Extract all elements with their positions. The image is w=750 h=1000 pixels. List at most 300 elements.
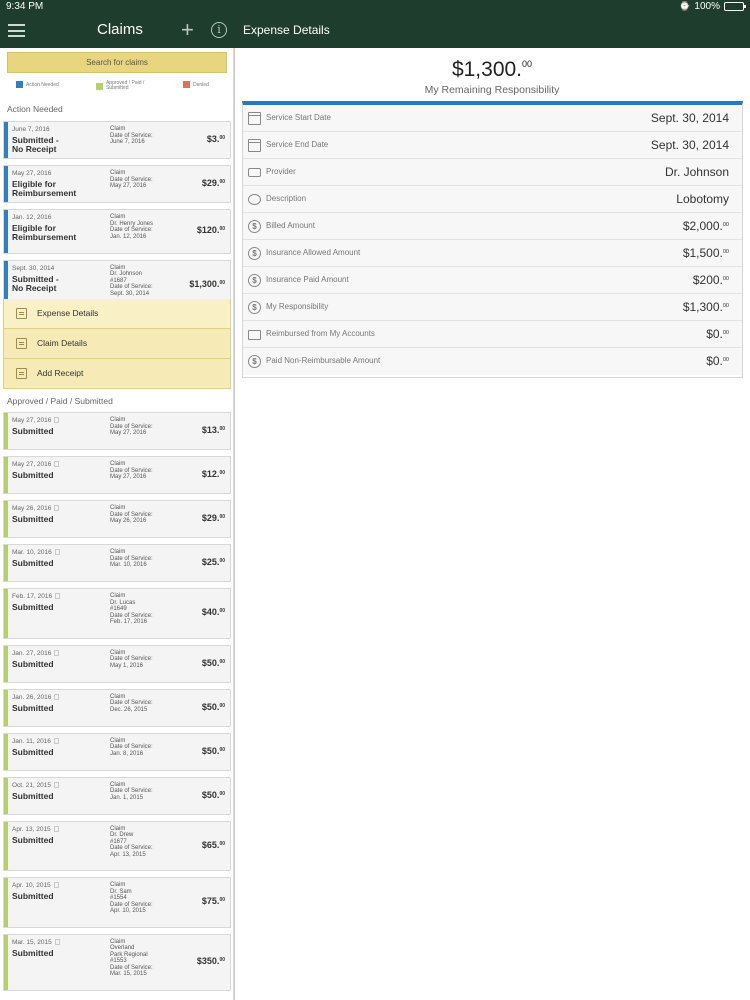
claim-info-line: Date of Service:: [110, 132, 153, 139]
claim-info-line: Dr. Lucas: [110, 599, 136, 606]
claim-date: [12, 505, 59, 512]
document-icon: [54, 882, 59, 888]
claim-date: [12, 126, 50, 133]
claim-amount: [189, 279, 225, 289]
claim-status-stripe: [4, 413, 8, 449]
claim-amount: [202, 557, 225, 567]
claim-status: [12, 836, 54, 845]
claim-date: [12, 265, 54, 272]
claim-status: [12, 559, 54, 568]
claim-status-line: Submitted: [12, 658, 54, 669]
claim-info-line: Apr. 13, 2015: [110, 851, 146, 858]
receipt-icon: [16, 368, 27, 379]
claim-card[interactable]: [3, 645, 231, 683]
dollar-coin-icon: $: [248, 274, 261, 287]
claim-status-stripe: [4, 210, 8, 253]
status-bar: [0, 0, 750, 14]
claim-date-text: Mar. 10, 2016: [12, 549, 52, 556]
legend-swatch: [183, 81, 190, 88]
claim-date: [12, 826, 59, 833]
claim-info-line: Date of Service:: [110, 845, 153, 851]
claim-icon: [16, 338, 27, 349]
claim-card[interactable]: [3, 588, 231, 639]
detail-row: [243, 132, 742, 159]
expense-icon: [16, 308, 27, 319]
menu-icon[interactable]: [8, 24, 25, 37]
claim-info-line: Date of Service:: [110, 284, 153, 290]
claim-info-line: Date of Service:: [110, 176, 153, 183]
detail-value-cents: 00: [722, 249, 729, 255]
claim-amount: [202, 658, 225, 668]
claim-amount-value: $50.: [201, 745, 220, 756]
claim-status: [12, 949, 54, 958]
detail-label: Paid Non-Reimbursable Amount: [266, 356, 381, 365]
claim-info-line: Claim: [110, 264, 126, 271]
claim-status-stripe: [4, 589, 8, 638]
detail-label: Insurance Allowed Amount: [266, 248, 361, 257]
claim-amount-cents: 00: [219, 179, 225, 185]
claim-info: [110, 650, 153, 670]
claim-status-line: Submitted: [12, 702, 54, 713]
claim-amount-value: $12.: [201, 469, 220, 479]
claim-amount-cents: 00: [219, 702, 225, 709]
claim-info-line: Date of Service:: [110, 656, 153, 662]
claim-amount-cents: 00: [219, 840, 225, 847]
detail-value-text: Sept. 30, 2014: [650, 138, 729, 152]
detail-value: [651, 138, 729, 152]
claim-info-line: #1554: [110, 895, 127, 901]
claim-info-line: #1677: [110, 838, 127, 845]
detail-value-text: Dr. Johnson: [664, 165, 729, 179]
submenu-claim-details[interactable]: [3, 329, 231, 359]
claim-amount-value: $13.: [201, 425, 220, 435]
claim-status-stripe: [4, 457, 8, 493]
claim-date: [12, 214, 51, 221]
document-icon: [54, 782, 59, 788]
claim-card[interactable]: [3, 412, 231, 450]
claim-info-line: June 7, 2016: [110, 139, 145, 145]
claim-amount-value: $29.: [201, 178, 220, 188]
claim-status-line: Submitted: [12, 558, 54, 568]
claim-date: [12, 549, 60, 556]
claim-amount: [197, 225, 225, 235]
detail-row: [243, 213, 742, 240]
claim-amount-cents: 00: [219, 957, 225, 963]
detail-value-text: Lobotomy: [676, 192, 729, 206]
claim-date-text: Apr. 10, 2015: [12, 882, 51, 889]
detail-value-cents: 00: [722, 330, 729, 336]
submenu-expense-details[interactable]: [3, 299, 231, 329]
claim-status-line: Submitted: [12, 514, 54, 524]
claim-amount-cents: 00: [219, 658, 225, 665]
claim-date-text: Oct. 21, 2015: [12, 781, 52, 789]
detail-value-text: $200.: [692, 273, 723, 287]
claim-info-line: Date of Service:: [110, 612, 153, 619]
claim-date: [12, 461, 59, 468]
claim-info: [110, 265, 153, 298]
detail-value: [676, 192, 729, 206]
claim-amount: [202, 607, 225, 617]
claim-card[interactable]: [3, 733, 231, 771]
claim-card[interactable]: [3, 121, 231, 159]
claim-date-text: Jan. 26, 2016: [12, 693, 52, 701]
claim-amount-cents: 00: [219, 897, 225, 904]
claim-amount-cents: 00: [219, 514, 225, 520]
claim-info-line: May 26, 2016: [110, 518, 147, 524]
claim-status-stripe: [4, 646, 8, 682]
claim-info-line: May 27, 2016: [110, 430, 147, 436]
document-icon: [54, 694, 59, 700]
legend-swatch: [96, 83, 103, 90]
claim-status: [12, 427, 54, 436]
claim-card[interactable]: [3, 165, 231, 203]
claim-info-line: Jan. 8, 2016: [110, 750, 144, 757]
claim-info-line: Claim: [110, 649, 126, 656]
claim-status-stripe: [4, 545, 8, 581]
claim-status-line: Submitted -: [12, 273, 59, 284]
claim-status-line: No Receipt: [12, 282, 57, 293]
claim-date-text: May 27, 2016: [12, 461, 52, 468]
detail-row: [243, 348, 742, 375]
claim-amount-cents: 00: [219, 135, 225, 141]
claim-status-stripe: [4, 878, 8, 927]
claim-amount-cents: 00: [219, 558, 225, 564]
detail-value: [683, 300, 729, 314]
claim-date-text: Mar. 15, 2015: [12, 938, 52, 946]
claim-card[interactable]: [3, 500, 231, 538]
pane-divider: [234, 48, 235, 1000]
detail-value-text: $2,000.: [682, 219, 723, 233]
claim-status: [12, 704, 54, 713]
detail-label: Service End Date: [266, 140, 329, 149]
claim-info-line: #1649: [110, 606, 127, 612]
expense-details-table: [242, 101, 743, 378]
claim-status: [12, 515, 54, 524]
detail-value: [683, 219, 729, 233]
claim-date-text: Apr. 13, 2015: [12, 825, 51, 833]
claim-date-text: Jan. 11, 2016: [12, 737, 51, 745]
speech-bubble-icon: [248, 194, 261, 205]
detail-label: Insurance Paid Amount: [266, 275, 349, 284]
claim-status-stripe: [4, 690, 8, 726]
claim-date-text: June 7, 2016: [12, 126, 50, 133]
calendar-icon: [248, 112, 261, 125]
claim-status-line: Submitted: [12, 790, 54, 801]
claim-info: [110, 170, 153, 190]
legend-denied: Denied: [183, 81, 209, 88]
claim-status: [12, 660, 54, 669]
claim-info-line: Mar. 10, 2016: [110, 562, 147, 568]
detail-value-text: $1,300.: [682, 300, 723, 314]
claim-card[interactable]: [3, 934, 231, 991]
claim-status: [12, 180, 76, 198]
detail-label: Provider: [266, 167, 296, 176]
claim-info-line: May 27, 2016: [110, 183, 147, 189]
claim-info-line: Claim: [110, 417, 126, 423]
detail-label: Billed Amount: [266, 221, 315, 230]
claim-status-line: Reimbursement: [12, 188, 77, 198]
claim-amount-value: $50.: [201, 657, 220, 668]
remaining-responsibility-amount: $1,300.00: [451, 58, 533, 81]
claim-amount-value: $40.: [201, 607, 220, 618]
detail-value: [693, 273, 729, 287]
claim-info-line: Claim: [110, 126, 126, 132]
detail-value: [706, 354, 729, 368]
claim-info-line: Date of Service:: [110, 700, 153, 706]
claim-info-line: Date of Service:: [110, 511, 153, 518]
claim-info-line: Claim: [110, 882, 126, 888]
claim-status-line: Eligible for: [12, 179, 56, 189]
claim-date-text: Jan. 27, 2016: [12, 649, 52, 657]
card-icon: [248, 168, 261, 177]
document-icon: [54, 650, 59, 656]
claim-status-line: Submitted: [12, 470, 54, 480]
claim-card[interactable]: [3, 209, 231, 254]
document-icon: [55, 593, 60, 599]
claim-amount-value: $50.: [201, 701, 220, 712]
claim-status: [12, 471, 54, 480]
claim-info-line: #1553: [110, 958, 127, 964]
claim-status-line: Submitted: [12, 746, 54, 757]
calendar-icon: [248, 139, 261, 152]
claim-status: [12, 603, 54, 612]
detail-value-cents: 00: [722, 222, 729, 228]
claims-title: Claims: [97, 21, 143, 38]
claim-card[interactable]: [3, 689, 231, 727]
claim-amount-value: $75.: [201, 896, 220, 907]
claim-info-line: Date of Service:: [110, 744, 153, 750]
claim-date: [12, 939, 60, 946]
claim-info-line: Jan. 12, 2016: [110, 233, 147, 240]
submenu-add-receipt[interactable]: [3, 359, 231, 389]
claim-status: [12, 892, 54, 901]
claim-info-line: Claim: [110, 593, 126, 599]
claim-info-line: Date of Service:: [110, 901, 153, 908]
detail-row: [243, 267, 742, 294]
legend-approved: Approved / Paid / Submitted: [96, 81, 168, 91]
detail-value-text: $0.: [706, 327, 723, 341]
claim-info-line: Claim: [110, 549, 126, 555]
detail-label: My Responsibility: [266, 302, 329, 311]
submenu-label: Expense Details: [37, 308, 99, 318]
claim-info: [110, 505, 153, 525]
remaining-responsibility-label: My Remaining Responsibility: [424, 84, 560, 96]
claim-date: [12, 694, 59, 701]
claim-status-line: Submitted: [12, 426, 54, 436]
claim-info-line: Mar. 15, 2015: [110, 971, 147, 977]
claim-card[interactable]: [3, 821, 231, 872]
claim-amount-value: $25.: [201, 557, 220, 567]
claim-date-text: May 27, 2016: [12, 417, 52, 424]
claim-info-line: Claim: [110, 825, 126, 832]
detail-value-cents: 00: [722, 303, 729, 309]
battery-indicator: [679, 1, 744, 12]
claim-info-line: Apr. 10, 2015: [110, 908, 146, 914]
claim-info: [110, 461, 153, 481]
detail-row: [243, 186, 742, 213]
claim-status: [12, 748, 54, 757]
claim-amount: [202, 746, 225, 756]
claim-status: [12, 224, 76, 242]
claim-info-line: Date of Service:: [110, 555, 153, 562]
claim-status-line: No Receipt: [12, 144, 57, 154]
claim-status: [12, 792, 54, 801]
claim-info-line: Dr. Johnson: [110, 271, 143, 277]
search-claims-button[interactable]: Search for claims: [7, 52, 227, 73]
claims-list-pane: [0, 48, 234, 1000]
claim-info-line: Date of Service:: [110, 227, 153, 233]
claim-amount-value: $1,300.: [189, 279, 220, 289]
claim-info-line: Date of Service:: [110, 964, 153, 971]
claim-amount: [202, 513, 225, 523]
claim-amount: [207, 134, 225, 144]
claim-info: [110, 738, 153, 758]
claim-amount: [202, 896, 225, 906]
status-legend: [16, 81, 226, 95]
document-icon: [54, 461, 59, 467]
document-icon: [55, 549, 60, 555]
claim-info: [110, 882, 153, 915]
claim-info-line: Park Regional: [110, 951, 148, 958]
battery-icon: [724, 2, 744, 11]
claim-amount-value: $29.: [201, 513, 220, 523]
claim-status: [12, 136, 59, 154]
claim-status-stripe: [4, 501, 8, 537]
battery-percent: 100%: [694, 1, 720, 12]
detail-label: Service Start Date: [266, 113, 331, 122]
detail-value: [683, 246, 729, 260]
claim-info: [110, 593, 153, 626]
claim-status-line: Submitted -: [12, 135, 59, 145]
wifi-icon: ⌚: [679, 1, 691, 11]
claim-status-line: Reimbursement: [12, 232, 77, 242]
claim-info-line: Claim: [110, 693, 126, 700]
submenu-label: Add Receipt: [37, 368, 84, 378]
claim-amount: [202, 178, 225, 188]
claim-date-text: Feb. 17, 2016: [12, 593, 53, 600]
claim-amount: [202, 702, 225, 712]
claim-info-line: May 1, 2016: [110, 662, 144, 669]
document-icon: [54, 738, 59, 744]
claim-card[interactable]: [3, 777, 231, 815]
claim-info: [110, 782, 153, 802]
detail-row: [243, 105, 742, 132]
detail-value-cents: 00: [722, 276, 729, 282]
detail-value: [665, 165, 729, 179]
dollar-coin-icon: $: [248, 247, 261, 260]
claim-info-line: Date of Service:: [110, 423, 153, 430]
detail-row: [243, 240, 742, 267]
claim-date: [12, 882, 59, 889]
claim-info-line: Dec. 26, 2015: [110, 706, 148, 713]
detail-row: [243, 159, 742, 186]
detail-row: [243, 294, 742, 321]
claim-status-line: Submitted: [12, 834, 54, 845]
claim-info: [110, 939, 153, 978]
claim-info-line: Date of Service:: [110, 788, 153, 794]
claim-info: [110, 549, 153, 569]
claim-date: [12, 170, 51, 177]
claim-status-line: Submitted: [12, 947, 54, 958]
claim-status-stripe: [4, 935, 8, 990]
legend-action-needed: Action Needed: [16, 81, 59, 88]
claim-info-line: Dr. Henry Jones: [110, 220, 154, 227]
add-claim-icon[interactable]: +: [181, 17, 194, 42]
claim-amount: [197, 956, 225, 966]
claim-info: [110, 126, 153, 146]
claim-info-line: May 27, 2016: [110, 474, 147, 480]
claim-info-line: Sept. 30, 2014: [110, 290, 150, 297]
claim-info-line: Claim: [110, 781, 126, 788]
claim-info-line: Date of Service:: [110, 467, 153, 474]
claim-card[interactable]: [3, 544, 231, 582]
expense-details-title: Expense Details: [243, 23, 330, 37]
info-icon[interactable]: i: [211, 22, 227, 38]
section-approved: Approved / Paid / Submitted: [7, 396, 113, 406]
detail-value-text: $0.: [706, 354, 723, 368]
claim-info-line: Feb. 17, 2016: [110, 619, 148, 625]
claim-amount: [202, 840, 225, 850]
claim-amount: [202, 469, 225, 479]
submenu-label: Claim Details: [37, 338, 88, 348]
claim-info: [110, 214, 153, 240]
claim-amount-cents: 00: [219, 790, 225, 797]
claim-info-line: Claim: [110, 737, 126, 744]
claim-amount-cents: 00: [219, 226, 225, 233]
status-time: 9:34 PM: [6, 1, 44, 12]
claim-status-line: Eligible for: [12, 223, 56, 233]
detail-label: Reimbursed from My Accounts: [266, 329, 375, 338]
section-action-needed: Action Needed: [7, 104, 63, 114]
claim-amount-cents: 00: [219, 426, 225, 432]
claim-status-stripe: [4, 122, 8, 158]
claim-info-line: Claim: [110, 505, 126, 511]
claim-amount-value: $3.: [206, 134, 220, 144]
detail-value-text: $1,500.: [682, 246, 723, 260]
detail-value-cents: 00: [722, 357, 729, 363]
legend-swatch: [16, 81, 23, 88]
claim-status-stripe: [4, 822, 8, 871]
claim-card[interactable]: [3, 456, 231, 494]
claim-card[interactable]: [3, 877, 231, 928]
document-icon: [55, 939, 60, 945]
claim-info-line: Claim: [110, 170, 126, 176]
claim-info-line: Overland: [110, 945, 135, 951]
claim-date-text: May 26, 2016: [12, 505, 52, 512]
claim-info-line: Claim: [110, 461, 126, 467]
detail-value: [706, 327, 729, 341]
claim-status-line: Submitted: [12, 891, 54, 901]
claim-info-line: Claim: [110, 214, 126, 220]
detail-value: [651, 111, 729, 125]
dollar-coin-icon: $: [248, 355, 261, 368]
claim-amount-cents: 00: [219, 746, 225, 753]
claim-status-stripe: [4, 734, 8, 770]
navigation-bar: [0, 14, 750, 48]
document-icon: [54, 826, 59, 832]
claim-info-line: Claim: [110, 938, 126, 945]
document-icon: [54, 417, 59, 423]
claim-date-text: Sept. 30, 2014: [12, 264, 55, 272]
claim-amount-cents: 00: [219, 470, 225, 476]
briefcase-icon: [248, 330, 261, 340]
claim-info-line: Dr. Sam: [110, 888, 132, 895]
claim-info: [110, 826, 153, 859]
detail-value-text: Sept. 30, 2014: [650, 111, 729, 125]
detail-row: [243, 321, 742, 348]
claim-info: [110, 694, 153, 714]
detail-label: Description: [266, 194, 307, 203]
